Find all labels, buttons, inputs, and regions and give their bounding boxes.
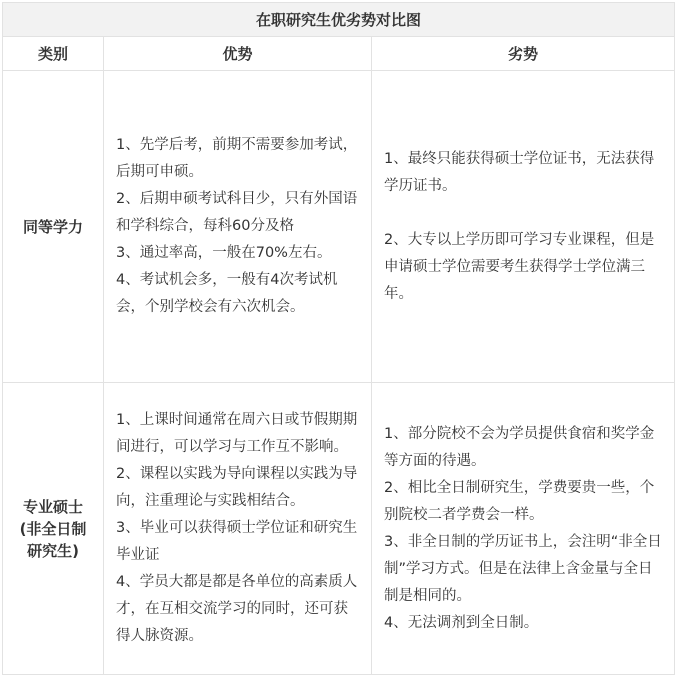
comparison-table (2, 2, 675, 675)
header-advantages: 优势 (104, 37, 372, 71)
advantages-cell (104, 383, 372, 675)
table-row (3, 71, 675, 383)
disadvantage-item: 2、相比全日制研究生，学费要贵一些，个别院校二者学费会一样。 (384, 479, 655, 523)
disadvantage-item: 4、无法调剂到全日制。 (384, 614, 539, 631)
advantage-item: 4、学员大都是都是各单位的高素质人才，在互相交流学习的同时，还可获得人脉资源。 (116, 574, 358, 644)
category-cell: 同等学力 (3, 71, 104, 383)
table-row (3, 383, 675, 675)
advantages-cell (104, 71, 372, 383)
advantage-item: 1、先学后考，前期不需要参加考试，后期可申硕。 (116, 137, 358, 180)
advantage-item: 2、后期申硕考试科目少，只有外国语和学科综合，每科60分及格 (116, 191, 358, 234)
advantage-item: 4、考试机会多，一般有4次考试机会，个别学校会有六次机会。 (116, 272, 338, 315)
disadvantages-cell (372, 383, 675, 675)
disadvantage-item: 1、最终只能获得硕士学位证书，无法获得学历证书。 (384, 150, 655, 194)
disadvantage-item: 1、部分院校不会为学员提供食宿和奖学金等方面的待遇。 (384, 425, 655, 469)
header-disadvantages: 劣势 (372, 37, 675, 71)
paragraph-gap (384, 200, 662, 227)
category-cell: 专业硕士(非全日制研究生) (3, 383, 104, 675)
header-category: 类别 (3, 37, 104, 71)
advantage-item: 3、通过率高，一般在70%左右。 (116, 245, 332, 261)
disadvantages-cell (372, 71, 675, 383)
disadvantage-item: 2、大专以上学历即可学习专业课程，但是申请硕士学位需要考生获得学士学位满三年。 (384, 231, 655, 302)
advantage-item: 1、上课时间通常在周六日或节假期期间进行，可以学习与工作互不影响。 (116, 412, 358, 455)
advantage-item: 3、毕业可以获得硕士学位证和研究生毕业证 (116, 520, 358, 563)
header-row (3, 37, 675, 71)
advantage-item: 2、课程以实践为导向课程以实践为导向，注重理论与实践相结合。 (116, 466, 358, 509)
table-title: 在职研究生优劣势对比图 (3, 3, 675, 37)
title-row (3, 3, 675, 37)
disadvantage-item: 3、非全日制的学历证书上，会注明“非全日制”学习方式。但是在法律上含金量与全日制是相同的。 (384, 533, 662, 604)
